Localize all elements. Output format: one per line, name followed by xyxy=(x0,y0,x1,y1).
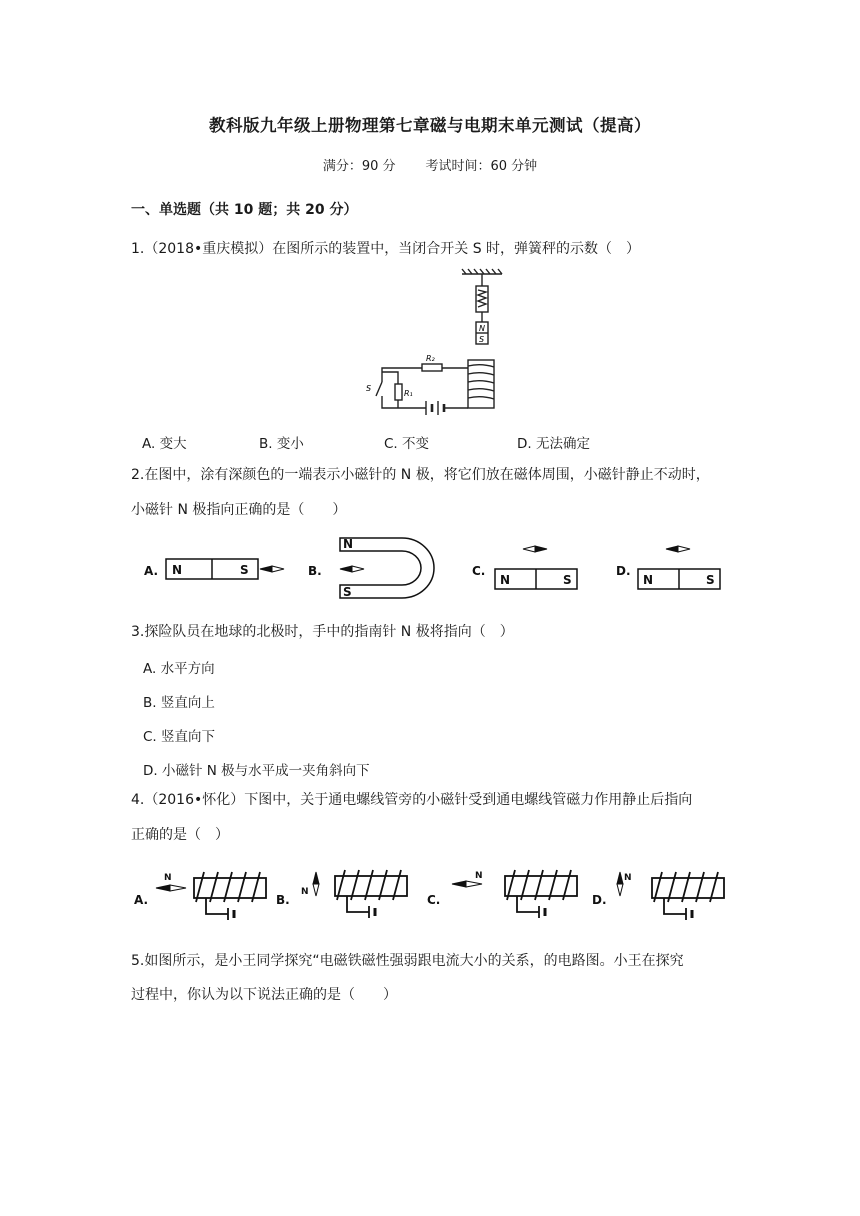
q4-solenoid-needle-figure xyxy=(130,862,730,926)
q2-stem-line2: 小磁针 N 极指向正确的是（ ） xyxy=(131,502,347,518)
q1-option-c[interactable]: C. 不变 xyxy=(384,436,430,452)
q4-c-n-label: N xyxy=(475,871,483,881)
q4-letter-d: D. xyxy=(592,893,607,907)
q2-letter-c: C. xyxy=(472,564,486,578)
q4-letter-c: C. xyxy=(427,893,441,907)
q1-fig-s-label: S xyxy=(479,335,485,344)
q4-a-n-label: N xyxy=(164,873,172,883)
q2-letter-d: D. xyxy=(616,564,631,578)
page-title: 教科版九年级上册物理第七章磁与电期末单元测试（提高） xyxy=(209,116,651,135)
q1-fig-r1-label: R₁ xyxy=(404,389,413,398)
q3-stem: 3.探险队员在地球的北极时，手中的指南针 N 极将指向（ ） xyxy=(131,624,514,640)
q1-fig-n-label: N xyxy=(479,324,485,333)
q2-a-n-label: N xyxy=(172,563,183,577)
q2-b-n-label: N xyxy=(343,537,354,551)
q2-letter-b: B. xyxy=(308,564,322,578)
q4-letter-b: B. xyxy=(276,893,290,907)
q2-c-s-label: S xyxy=(563,573,572,587)
q3-option-d[interactable]: D. 小磁针 N 极与水平成一夹角斜向下 xyxy=(143,763,370,779)
q2-stem-line1: 2.在图中，涂有深颜色的一端表示小磁针的 N 极，将它们放在磁体周围，小磁针静止不动时， xyxy=(131,467,710,483)
q1-stem: 1.（2018•重庆模拟）在图所示的装置中，当闭合开关 S 时，弹簧秤的示数（ ） xyxy=(131,241,641,257)
q5-stem-line2: 过程中，你认为以下说法正确的是（ ） xyxy=(131,987,397,1003)
full-score: 满分：90 分 xyxy=(322,159,396,174)
q2-c-n-label: N xyxy=(500,573,511,587)
q4-stem-line2: 正确的是（ ） xyxy=(131,827,229,843)
q4-d-n-label: N xyxy=(624,873,632,883)
q1-fig-switch-label: S xyxy=(366,384,372,393)
q1-option-b[interactable]: B. 变小 xyxy=(259,436,304,452)
exam-time: 考试时间：60 分钟 xyxy=(425,159,538,174)
q2-magnet-needle-figure xyxy=(140,535,740,603)
q1-option-a[interactable]: A. 变大 xyxy=(142,436,187,452)
q1-fig-r2-label: R₂ xyxy=(426,354,435,363)
q4-stem-line1: 4.（2016•怀化）下图中，关于通电螺线管旁的小磁针受到通电螺线管磁力作用静止后指向 xyxy=(131,792,693,808)
exam-meta xyxy=(0,155,860,174)
q4-letter-a: A. xyxy=(134,893,149,907)
q5-stem-line1: 5.如图所示，是小王同学探究“电磁铁磁性强弱跟电流大小的关系，的电路图。小王在探究 xyxy=(131,953,684,969)
q4-b-n-label: N xyxy=(301,887,309,897)
q2-letter-a: A. xyxy=(144,564,159,578)
q3-option-c[interactable]: C. 竖直向下 xyxy=(143,729,216,745)
q2-d-s-label: S xyxy=(706,573,715,587)
q1-spring-scale-circuit-figure xyxy=(360,268,520,418)
q3-option-b[interactable]: B. 竖直向上 xyxy=(143,695,215,711)
q2-b-s-label: S xyxy=(343,585,352,599)
q3-option-a[interactable]: A. 水平方向 xyxy=(143,661,215,677)
section-heading: 一、单选题（共 10 题；共 20 分） xyxy=(131,202,358,218)
q2-a-s-label: S xyxy=(240,563,249,577)
q2-d-n-label: N xyxy=(643,573,654,587)
q1-option-d[interactable]: D. 无法确定 xyxy=(517,436,590,452)
